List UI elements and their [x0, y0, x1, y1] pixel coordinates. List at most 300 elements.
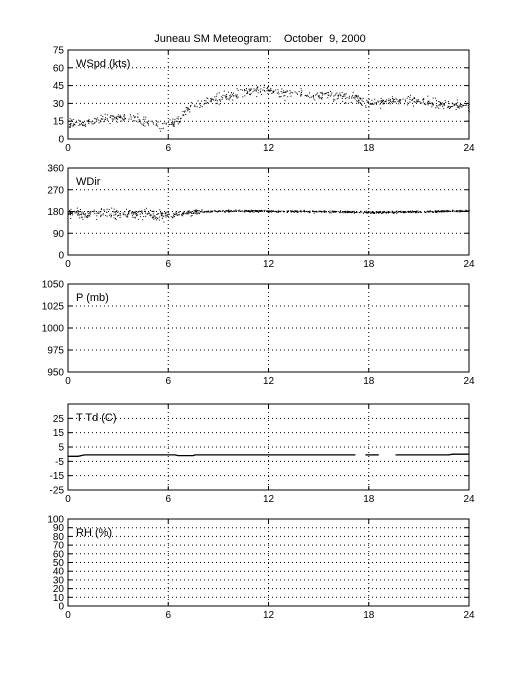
data-point	[337, 98, 338, 99]
data-point	[412, 211, 413, 212]
data-point	[414, 101, 415, 102]
data-point	[344, 93, 345, 94]
data-point	[428, 101, 429, 102]
data-point	[328, 95, 329, 96]
data-point	[407, 98, 408, 99]
data-point	[439, 211, 440, 212]
data-point	[389, 212, 390, 213]
data-point	[421, 212, 422, 213]
data-point	[212, 99, 213, 100]
data-point	[293, 211, 294, 212]
data-point	[431, 106, 432, 107]
data-point	[199, 107, 200, 108]
data-point	[278, 92, 279, 93]
data-point	[153, 219, 154, 220]
data-point	[220, 211, 221, 212]
data-point	[415, 102, 416, 103]
data-point	[70, 124, 71, 125]
data-point	[343, 96, 344, 97]
x-tick-label: 0	[65, 143, 71, 154]
data-point	[338, 211, 339, 212]
data-point	[196, 212, 197, 213]
data-point	[290, 93, 291, 94]
data-point	[225, 97, 226, 98]
data-point	[338, 98, 339, 99]
y-tick-label: -15	[49, 471, 64, 483]
data-point	[247, 211, 248, 212]
data-point	[388, 213, 389, 214]
data-point	[94, 213, 95, 214]
data-point	[215, 100, 216, 101]
data-point	[385, 101, 386, 102]
data-point	[368, 107, 369, 108]
data-point	[416, 101, 417, 102]
panel-label: WDir	[76, 176, 101, 188]
data-point	[264, 85, 265, 86]
data-point	[409, 102, 410, 103]
data-point	[157, 218, 158, 219]
data-point	[331, 93, 332, 94]
data-point	[194, 106, 195, 107]
data-point	[231, 96, 232, 97]
data-point	[344, 212, 345, 213]
data-point	[100, 216, 101, 217]
data-point	[330, 96, 331, 97]
data-point	[377, 101, 378, 102]
data-point	[178, 116, 179, 117]
data-point	[71, 212, 72, 213]
data-point	[199, 210, 200, 211]
data-point	[257, 86, 258, 87]
data-point	[173, 213, 174, 214]
data-point	[395, 101, 396, 102]
data-point	[353, 97, 354, 98]
data-point	[287, 212, 288, 213]
data-point	[153, 124, 154, 125]
data-point	[429, 212, 430, 213]
data-point	[122, 118, 123, 119]
data-point	[185, 213, 186, 214]
data-point	[321, 211, 322, 212]
data-point	[378, 102, 379, 103]
data-point	[228, 211, 229, 212]
data-point	[407, 211, 408, 212]
data-point	[249, 89, 250, 90]
data-point	[231, 211, 232, 212]
data-point	[75, 212, 76, 213]
data-point	[130, 114, 131, 115]
data-point	[382, 212, 383, 213]
data-point	[156, 214, 157, 215]
data-point	[325, 93, 326, 94]
data-point	[178, 119, 179, 120]
data-point	[73, 126, 74, 127]
data-point	[257, 211, 258, 212]
data-point	[466, 104, 467, 105]
data-point	[242, 90, 243, 91]
data-point	[117, 212, 118, 213]
data-point	[299, 91, 300, 92]
data-point	[379, 211, 380, 212]
data-point	[153, 213, 154, 214]
data-point	[200, 105, 201, 106]
data-point	[217, 93, 218, 94]
data-point	[395, 212, 396, 213]
data-point	[458, 106, 459, 107]
data-point	[287, 91, 288, 92]
data-point	[313, 96, 314, 97]
data-point	[369, 99, 370, 100]
data-point	[342, 92, 343, 93]
panel-5	[47, 515, 475, 622]
data-point	[260, 88, 261, 89]
y-tick-label: 100	[47, 514, 64, 526]
x-tick-label: 18	[363, 259, 375, 270]
data-point	[344, 211, 345, 212]
data-point	[408, 96, 409, 97]
data-point	[459, 108, 460, 109]
data-point	[159, 128, 160, 129]
data-point	[94, 211, 95, 212]
data-point	[187, 110, 188, 111]
data-point	[340, 210, 341, 211]
data-point	[191, 216, 192, 217]
data-point	[74, 211, 75, 212]
data-point	[221, 96, 222, 97]
data-point	[404, 212, 405, 213]
data-point	[141, 212, 142, 213]
y-tick-label: 1050	[41, 279, 64, 291]
data-point	[437, 106, 438, 107]
data-point	[389, 102, 390, 103]
data-point	[154, 211, 155, 212]
data-point	[250, 90, 251, 91]
data-point	[206, 103, 207, 104]
data-point	[202, 106, 203, 107]
data-point	[129, 211, 130, 212]
data-point	[237, 94, 238, 95]
data-point	[254, 88, 255, 89]
data-point	[110, 115, 111, 116]
data-point	[197, 106, 198, 107]
data-point	[388, 100, 389, 101]
data-point	[228, 210, 229, 211]
data-point	[398, 211, 399, 212]
data-point	[411, 212, 412, 213]
data-point	[340, 95, 341, 96]
data-point	[211, 100, 212, 101]
data-point	[400, 102, 401, 103]
data-point	[322, 92, 323, 93]
data-point	[365, 105, 366, 106]
data-point	[141, 210, 142, 211]
data-point	[324, 212, 325, 213]
data-point	[456, 211, 457, 212]
data-point	[388, 211, 389, 212]
data-point	[401, 211, 402, 212]
data-point	[442, 211, 443, 212]
data-point	[82, 122, 83, 123]
data-point	[370, 213, 371, 214]
data-point	[281, 88, 282, 89]
data-point	[232, 100, 233, 101]
data-point	[247, 91, 248, 92]
data-point	[355, 97, 356, 98]
data-point	[321, 99, 322, 100]
data-point	[254, 90, 255, 91]
data-point	[135, 211, 136, 212]
data-point	[354, 211, 355, 212]
data-point	[123, 120, 124, 121]
data-point	[273, 210, 274, 211]
data-point	[204, 211, 205, 212]
data-point	[178, 212, 179, 213]
data-point	[79, 215, 80, 216]
data-point	[131, 117, 132, 118]
data-point	[365, 212, 366, 213]
data-point	[91, 211, 92, 212]
data-point	[148, 123, 149, 124]
y-tick-label: 1025	[41, 301, 64, 313]
data-point	[144, 209, 145, 210]
data-point	[247, 93, 248, 94]
data-point	[450, 107, 451, 108]
data-point	[107, 114, 108, 115]
data-point	[390, 101, 391, 102]
panel-label: WSpd (kts)	[76, 58, 131, 70]
data-point	[216, 96, 217, 97]
data-point	[267, 90, 268, 91]
data-point	[151, 121, 152, 122]
data-point	[283, 211, 284, 212]
data-point	[300, 95, 301, 96]
data-point	[250, 211, 251, 212]
data-point	[121, 117, 122, 118]
data-point	[381, 102, 382, 103]
data-point	[392, 96, 393, 97]
data-point	[132, 215, 133, 216]
data-point	[294, 212, 295, 213]
data-point	[361, 212, 362, 213]
data-point	[465, 101, 466, 102]
data-point	[143, 123, 144, 124]
data-point	[258, 90, 259, 91]
data-point	[453, 210, 454, 211]
y-tick-label: 950	[47, 367, 64, 379]
data-point	[172, 124, 173, 125]
data-point	[219, 104, 220, 105]
data-point	[268, 212, 269, 213]
data-point	[448, 106, 449, 107]
data-point	[275, 211, 276, 212]
data-point	[73, 119, 74, 120]
data-point	[103, 213, 104, 214]
data-point	[117, 119, 118, 120]
data-point	[113, 115, 114, 116]
data-point	[73, 124, 74, 125]
data-point	[349, 98, 350, 99]
data-point	[281, 211, 282, 212]
data-point	[140, 214, 141, 215]
data-point	[156, 219, 157, 220]
data-point	[130, 210, 131, 211]
data-point	[329, 211, 330, 212]
data-point	[356, 96, 357, 97]
data-point	[244, 212, 245, 213]
data-point	[189, 111, 190, 112]
data-point	[406, 212, 407, 213]
data-point	[198, 212, 199, 213]
data-point	[174, 123, 175, 124]
data-point	[190, 106, 191, 107]
data-point	[430, 103, 431, 104]
data-point	[148, 121, 149, 122]
data-point	[189, 212, 190, 213]
data-point	[292, 211, 293, 212]
data-point	[152, 211, 153, 212]
data-point	[442, 106, 443, 107]
data-point	[229, 98, 230, 99]
data-point	[269, 212, 270, 213]
data-point	[336, 93, 337, 94]
data-point	[214, 96, 215, 97]
data-point	[87, 121, 88, 122]
data-point	[419, 211, 420, 212]
data-point	[367, 102, 368, 103]
data-point	[246, 93, 247, 94]
data-point	[82, 211, 83, 212]
data-point	[183, 212, 184, 213]
data-point	[204, 104, 205, 105]
data-point	[410, 95, 411, 96]
data-point	[417, 100, 418, 101]
data-point	[113, 215, 114, 216]
data-point	[77, 208, 78, 209]
data-point	[353, 92, 354, 93]
data-point	[98, 120, 99, 121]
data-point	[369, 211, 370, 212]
data-point	[70, 127, 71, 128]
data-point	[447, 107, 448, 108]
data-point	[99, 122, 100, 123]
data-point	[403, 211, 404, 212]
data-point	[266, 211, 267, 212]
data-point	[440, 105, 441, 106]
data-point	[94, 118, 95, 119]
data-point	[278, 212, 279, 213]
data-point	[220, 101, 221, 102]
data-point	[197, 210, 198, 211]
data-point	[319, 211, 320, 212]
data-point	[388, 98, 389, 99]
data-point	[464, 211, 465, 212]
data-point	[268, 89, 269, 90]
data-point	[147, 123, 148, 124]
data-point	[340, 212, 341, 213]
data-point	[133, 115, 134, 116]
x-tick-label: 0	[65, 610, 71, 621]
data-point	[313, 98, 314, 99]
data-point	[264, 90, 265, 91]
data-point	[333, 96, 334, 97]
data-point	[330, 91, 331, 92]
data-point	[113, 211, 114, 212]
data-point	[70, 209, 71, 210]
data-point	[145, 211, 146, 212]
x-tick-label: 18	[363, 143, 375, 154]
data-point	[228, 210, 229, 211]
data-point	[77, 215, 78, 216]
data-point	[282, 93, 283, 94]
data-point	[88, 123, 89, 124]
data-point	[279, 93, 280, 94]
data-point	[390, 99, 391, 100]
data-point	[242, 96, 243, 97]
data-point	[224, 91, 225, 92]
data-point	[123, 214, 124, 215]
data-point	[276, 212, 277, 213]
data-point	[338, 95, 339, 96]
data-point	[115, 214, 116, 215]
series-line	[396, 454, 470, 455]
data-point	[179, 214, 180, 215]
panel-3	[42, 280, 475, 388]
data-point	[78, 120, 79, 121]
data-point	[189, 211, 190, 212]
data-point	[417, 101, 418, 102]
data-point	[368, 101, 369, 102]
x-tick-label: 0	[65, 259, 71, 270]
data-point	[228, 98, 229, 99]
x-tick-label: 0	[65, 494, 71, 505]
data-point	[374, 103, 375, 104]
data-point	[190, 212, 191, 213]
data-point	[191, 102, 192, 103]
data-point	[357, 101, 358, 102]
data-point	[366, 211, 367, 212]
data-point	[120, 116, 121, 117]
data-point	[347, 211, 348, 212]
y-tick-label: -25	[49, 485, 64, 497]
data-point	[212, 99, 213, 100]
data-point	[238, 97, 239, 98]
data-point	[159, 217, 160, 218]
data-point	[131, 212, 132, 213]
data-point	[358, 100, 359, 101]
data-point	[283, 92, 284, 93]
data-point	[193, 213, 194, 214]
data-point	[137, 117, 138, 118]
data-point	[363, 101, 364, 102]
data-point	[439, 104, 440, 105]
data-point	[301, 88, 302, 89]
data-point	[280, 211, 281, 212]
data-point	[134, 117, 135, 118]
data-point	[187, 107, 188, 108]
data-point	[173, 125, 174, 126]
data-point	[145, 213, 146, 214]
data-point	[405, 101, 406, 102]
data-point	[438, 210, 439, 211]
data-point	[270, 90, 271, 91]
y-tick-label: 40	[52, 566, 64, 578]
x-tick-label: 24	[463, 376, 475, 387]
data-point	[418, 212, 419, 213]
data-point	[206, 97, 207, 98]
data-point	[252, 211, 253, 212]
data-point	[396, 211, 397, 212]
data-point	[335, 211, 336, 212]
